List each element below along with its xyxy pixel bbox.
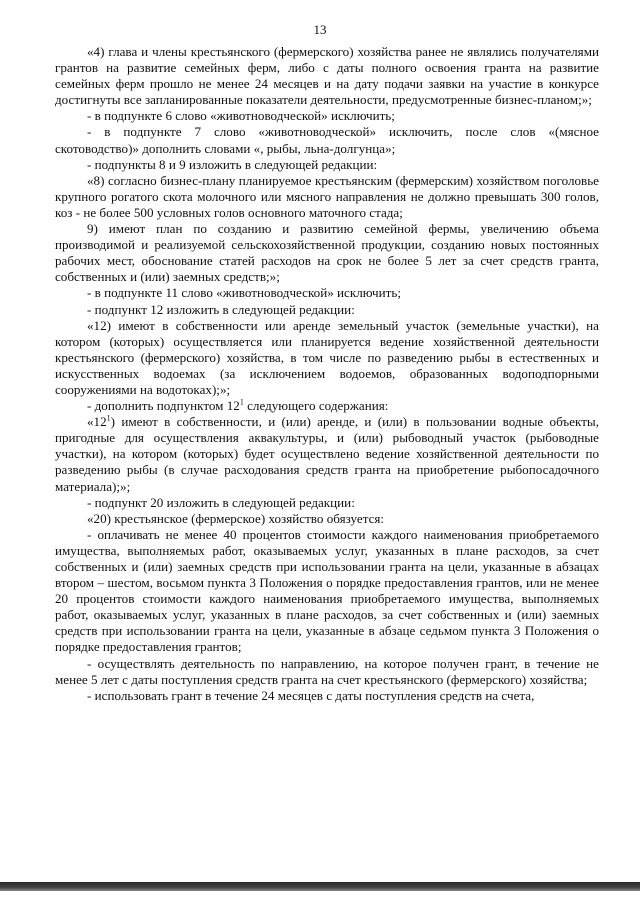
paragraph: - подпункт 20 изложить в следующей редакции: [87, 494, 355, 510]
paragraph: «12) имеют в собственности или аренде земельный участок (земельные участки), на котором (которых) осуществляется или планируется ведение хозяйственной деятельности крестьянского (фермерского) хозяйства, в том числе по разведению рыбы в естественных и искусственных водоемах (за исключением водоемов, образованных водоподпорными сооружениями на водотоках);»; [55, 317, 599, 397]
scan-edge-shadow [0, 882, 640, 891]
paragraph: - в подпункте 6 слово «животноводческой» исключить; [87, 108, 395, 124]
supplement-text-after: следующего содержания: [243, 398, 389, 414]
paragraph: «20) крестьянское (фермерское) хозяйство обязуется: [87, 510, 385, 526]
paragraph: - использовать грант в течение 24 месяцев с даты поступления средств на счета, [87, 687, 535, 703]
paragraph: 9) имеют план по созданию и развитию семейной фермы, увеличению объема производимой и реализуемой сельскохозяйственной продукции, созданию новых постоянных рабочих мест, обоснование статей расходов на срок не более 5 лет за счет средств гранта, собственных и (или) заемных средств;»; [55, 221, 599, 285]
paragraph-supplement [55, 398, 599, 414]
superscript: 1 [239, 397, 244, 407]
paragraph: - в подпункте 11 слово «животноводческой» исключить; [87, 285, 401, 301]
paragraph: - оплачивать не менее 40 процентов стоимости каждого наименования приобретаемого имущества, выполняемых работ, оказываемых услуг, указанных в плане расходов, за счет собственных и (или) заемных средств при использовании гранта на цели, указанные в абзацах втором – шестом, восьмом пункта 3 Положения о порядке предоставления грантов, или не менее 20 процентов стоимости каждого наименования приобретаемого имущества, выполняемых работ, оказываемых услуг, указанных в плане расходов, за счет собственных и (или) заемных средств при использовании гранта на цели, указанные в абзаце седьмом пункта 3 Положения о порядке предоставления грантов; [55, 526, 599, 655]
paragraph-item-12-1 [55, 414, 599, 494]
superscript: 1 [106, 413, 111, 423]
paragraph: - осуществлять деятельность по направлению, на которое получен грант, в течение не менее 5 лет с даты поступления средств гранта на счет крестьянского (фермерского) хозяйства; [55, 655, 599, 687]
item-12-1-prefix: «12 [87, 414, 107, 430]
item-12-1-text: ) имеют в собственности, и (или) аренде, и (или) в пользовании водные объекты, пригодные для осуществления аквакультуры, и (или) рыбоводный участок (рыбоводные участки), на котором (которых) будет осуществлено ведение хозяйственной деятельности по разведению рыбы (в случае расходования средств гранта на приобретение рыбопосадочного материала);»; [55, 414, 599, 494]
paragraph: - подпункт 12 изложить в следующей редакции: [87, 301, 355, 317]
document-body [55, 44, 599, 704]
paragraph: «8) согласно бизнес-плану планируемое крестьянским (фермерским) хозяйством поголовье крупного рогатого скота молочного или мясного направления не должно превышать 300 голов, коз - не более 500 условных голов основного маточного стада; [55, 172, 599, 220]
paragraph: - в подпункте 7 слово «животноводческой» исключить, после слов «(мясное скотоводство)» дополнить словами «, рыбы, льна-долгунца»; [55, 124, 599, 156]
page-number: 13 [313, 22, 327, 37]
paragraph: «4) глава и члены крестьянского (фермерского) хозяйства ранее не являлись получателями грантов на развитие семейных ферм, либо с даты полного освоения гранта на развитие семейных ферм прошло не менее 24 месяцев и на дату подачи заявки на участие в конкурсе достигнуты все запланированные показатели деятельности, предусмотренные бизнес-планом;»; [55, 44, 599, 108]
supplement-text-before: - дополнить подпунктом 12 [87, 398, 240, 414]
paragraph: - подпункты 8 и 9 изложить в следующей редакции: [87, 156, 378, 172]
